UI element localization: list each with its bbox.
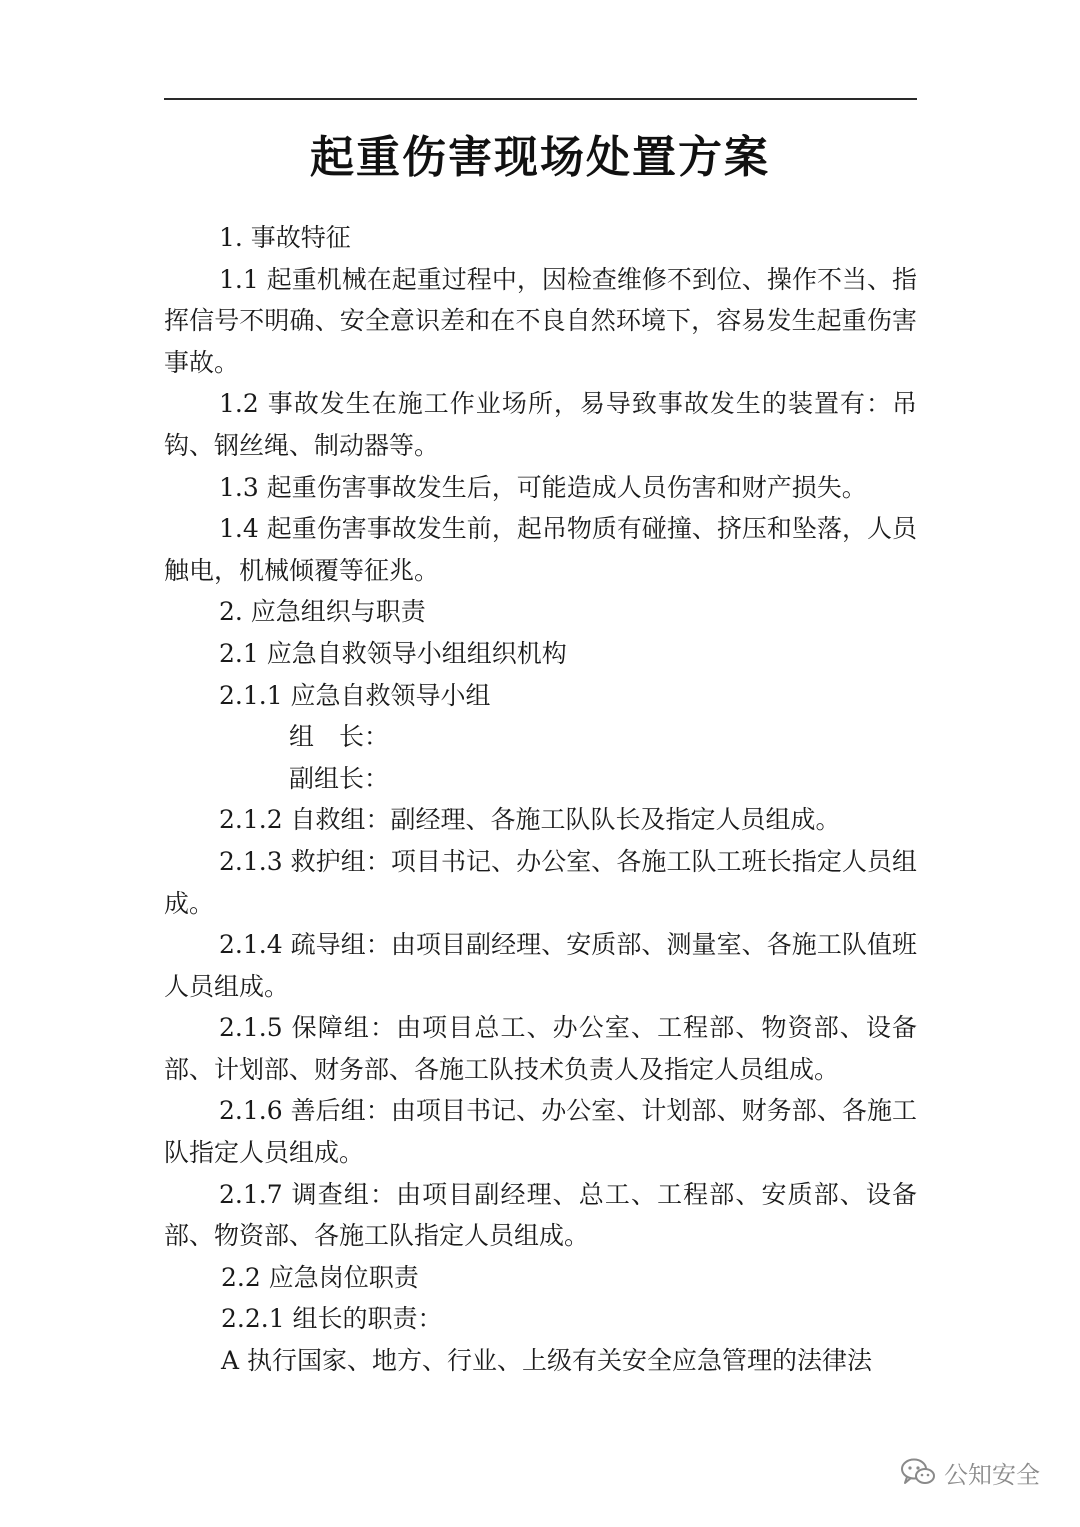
subsection-heading: 2.1.1 应急自救领导小组 <box>219 680 491 710</box>
paragraph: 1.2 事故发生在施工作业场所，易导致事故发生的装置有：吊钩、钢丝绳、制动器等。 <box>164 389 917 460</box>
document-title: 起重伤害现场处置方案 <box>310 132 770 183</box>
section-heading: 2. 应急组织与职责 <box>219 597 426 627</box>
paragraph: 1.4 起重伤害事故发生前，起吊物质有碰撞、挤压和坠落，人员触电，机械倾覆等征兆。 <box>164 514 917 585</box>
wechat-icon <box>900 1457 936 1487</box>
subsection-heading: 2.2.1 组长的职责： <box>221 1304 443 1334</box>
paragraph: 1.1 起重机械在起重过程中，因检查维修不到位、操作不当、指挥信号不明确、安全意识差和在不良自然环境下，容易发生起重伤害事故。 <box>164 264 917 377</box>
paragraph: 2.1.7 调查组：由项目副经理、总工、工程部、安质部、设备部、物资部、各施工队指定人员组成。 <box>164 1179 917 1251</box>
header-rule <box>164 98 917 100</box>
watermark-text: 公知安全 <box>944 1460 1040 1489</box>
paragraph: 2.1.2 自救组：副经理、各施工队队长及指定人员组成。 <box>219 805 841 835</box>
document-body <box>164 217 917 1382</box>
paragraph: 1.3 起重伤害事故发生后，可能造成人员伤害和财产损失。 <box>219 472 867 502</box>
paragraph: 2.1.4 疏导组：由项目副经理、安质部、测量室、各施工队值班人员组成。 <box>164 930 917 1001</box>
subsection-heading: 2.2 应急岗位职责 <box>221 1262 419 1292</box>
role-leader: 组 长： <box>289 722 390 752</box>
role-deputy-leader: 副组长： <box>289 763 390 793</box>
paragraph: A 执行国家、地方、行业、上级有关安全应急管理的法律法 <box>221 1346 873 1376</box>
paragraph: 2.1.3 救护组：项目书记、办公室、各施工队工班长指定人员组成。 <box>164 846 917 918</box>
watermark <box>900 1452 1040 1492</box>
section-heading: 1. 事故特征 <box>219 223 351 252</box>
paragraph: 2.1.6 善后组：由项目书记、办公室、计划部、财务部、各施工队指定人员组成。 <box>164 1096 917 1168</box>
subsection-heading: 2.1 应急自救领导小组组织机构 <box>219 638 567 668</box>
paragraph: 2.1.5 保障组：由项目总工、办公室、工程部、物资部、设备部、计划部、财务部、各施工队技术负责人及指定人员组成。 <box>164 1013 917 1084</box>
